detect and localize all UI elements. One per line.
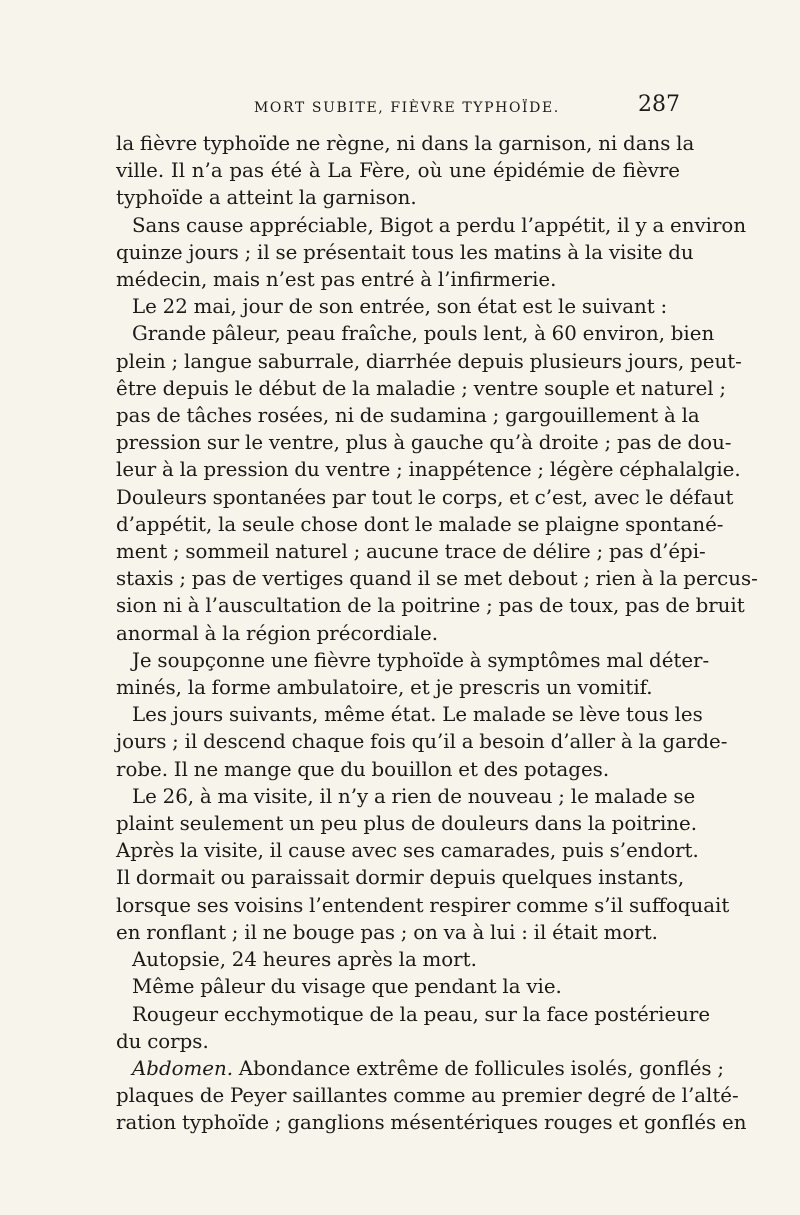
text-line: pression sur le ventre, plus à gauche qu’à droite ; pas de dou- (116, 431, 732, 455)
text-line: la fièvre typhoïde ne règne, ni dans la garnison, ni dans la (116, 132, 695, 155)
running-title: MORT SUBITE, FIÈVRE TYPHOÏDE. (254, 100, 560, 116)
text-line: Les jours suivants, même état. Le malade se lève tous les (132, 703, 703, 727)
text-line: ment ; sommeil naturel ; aucune trace de délire ; pas d’épi- (116, 540, 706, 564)
text-line: plaint seulement un peu plus de douleurs dans la poitrine. (116, 812, 698, 836)
section-label-abdomen: Abdomen. (132, 1056, 234, 1080)
text-line: pas de tâches rosées, ni de sudamina ; gargouillement à la (116, 404, 700, 428)
text-line: être depuis le début de la maladie ; ventre souple et naturel ; (116, 376, 727, 400)
text-line: anormal à la région précordiale. (116, 621, 439, 645)
text-line: ville. Il n’a pas été à La Fère, où une épidémie de fièvre (116, 159, 680, 183)
text-line: Même pâleur du visage que pendant la vie. (132, 975, 562, 999)
text-line: Le 26, à ma visite, il n’y a rien de nouveau ; le malade se (132, 784, 696, 808)
text-line: Il dormait ou paraissait dormir depuis quelques instants, (116, 866, 685, 890)
abdomen-text: Abondance extrême de follicules isolés, gonflés ; (233, 1056, 725, 1080)
text-line: quinze jours ; il se présentait tous les matins à la visite du (116, 240, 694, 264)
text-line: jours ; il descend chaque fois qu’il a besoin d’aller à la garde- (116, 730, 728, 754)
text-line: ration typhoïde ; ganglions mésentériques rouges et gonflés en (116, 1111, 747, 1135)
text-line: plein ; langue saburrale, diarrhée depuis plusieurs jours, peut- (116, 349, 742, 373)
text-line: Douleurs spontanées par tout le corps, et c’est, avec le défaut (116, 485, 734, 509)
text-line: plaques de Peyer saillantes comme au premier degré de l’alté- (116, 1084, 739, 1108)
text-line: robe. Il ne mange que du bouillon et des potages. (116, 757, 610, 781)
text-line: staxis ; pas de vertiges quand il se met debout ; rien à la percus- (116, 567, 758, 591)
text-line: Après la visite, il cause avec ses camarades, puis s’endort. (116, 839, 699, 863)
body-text (116, 130, 758, 1137)
text-line: Grande pâleur, peau fraîche, pouls lent, à 60 environ, bien (132, 322, 715, 346)
text-line: Sans cause appréciable, Bigot a perdu l’appétit, il y a environ (132, 213, 747, 237)
page-number: 287 (638, 92, 680, 117)
text-line: d’appétit, la seule chose dont le malade se plaigne spontané- (116, 512, 724, 536)
text-line: Autopsie, 24 heures après la mort. (132, 948, 477, 972)
text-line: Je soupçonne une fièvre typhoïde à symptômes mal déter- (132, 648, 710, 672)
text-line: minés, la forme ambulatoire, et je prescris un vomitif. (116, 676, 653, 700)
text-line: médecin, mais n’est pas entré à l’infirmerie. (116, 268, 557, 292)
text-line-abdomen (116, 1055, 725, 1082)
page-header (116, 92, 680, 128)
text-line: Rougeur ecchymotique de la peau, sur la face postérieure (132, 1002, 711, 1026)
text-line: leur à la pression du ventre ; inappétence ; légère céphalalgie. (116, 458, 741, 482)
text-line: sion ni à l’auscultation de la poitrine ; pas de toux, pas de bruit (116, 594, 745, 618)
text-line: Le 22 mai, jour de son entrée, son état est le suivant : (132, 295, 668, 319)
text-line: lorsque ses voisins l’entendent respirer comme s’il suffoquait (116, 893, 730, 917)
text-line: en ronflant ; il ne bouge pas ; on va à lui : il était mort. (116, 920, 658, 944)
text-line: du corps. (116, 1029, 209, 1053)
text-line: typhoïde a atteint la garnison. (116, 186, 417, 210)
